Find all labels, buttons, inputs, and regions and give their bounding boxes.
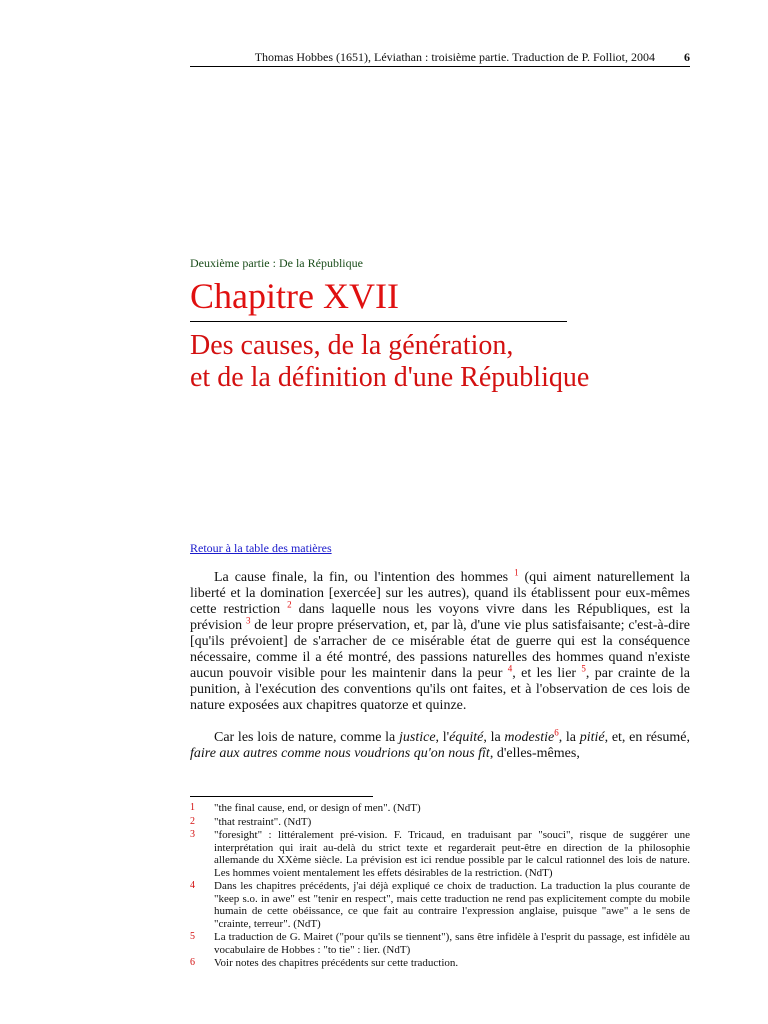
paragraph-1 — [190, 567, 691, 714]
text-run: , par crainte de la punition, à l'exécution des conventions qu'ils ont faites, et à l'observation de ces lois de nature exposées aux chapitres quatorze et quinze. — [190, 666, 690, 713]
italic-term: modestie — [504, 730, 555, 745]
italic-phrase: faire aux autres comme nous voudrions qu'on nous fît — [190, 746, 490, 761]
text-run: , et, en résumé, — [604, 730, 690, 745]
text-run: , la — [483, 730, 505, 745]
footnote-text: Dans les chapitres précédents, j'ai déjà expliqué ce choix de traduction. La traduction la plus courante de "keep s.o. in awe" est "tenir en respect", mais cette traduction ne rend pas explicitement compte du mobile humain de cette obéissance, ce que fait au contraire l'expression anglaise, puisque "awe" a le sens de "crainte, terreur". (NdT) — [214, 880, 690, 930]
subtitle-line-1: Des causes, de la génération, — [190, 330, 514, 361]
footnote-separator — [190, 796, 373, 797]
footnote-ref-5[interactable]: 5 — [581, 663, 586, 674]
footnote-text: "foresight" : littéralement pré-vision. F. Tricaud, en traduisant par "souci", risque de suggérer une interprétation qui irait au-delà du strict texte et regarderait peut-être en direction de la philosophie allemande du XXème siècle. La prévision est ici rendue possible par le calcul rationnel des lois de nature. Les hommes voient mentalement les effets désirables de la restriction. (NdT) — [214, 829, 690, 879]
footnote — [190, 816, 690, 829]
text-run: (qui aiment naturellement la liberté et la domination [exercée] sur les autres), quand ils établissent pour eux-mêmes cette restriction — [190, 570, 691, 617]
footnote-number: 6 — [190, 957, 195, 968]
text-run: Car les lois de nature, comme la — [214, 730, 399, 745]
footnote-text: Voir notes des chapitres précédents sur cette traduction. — [214, 957, 459, 969]
running-title: Thomas Hobbes (1651), Léviathan : troisième partie. Traduction de P. Folliot, 2004 — [254, 50, 655, 64]
text-run: , l' — [435, 730, 450, 745]
footnote-number: 3 — [190, 829, 195, 840]
footnote-ref-1[interactable]: 1 — [514, 567, 519, 578]
footnote — [190, 829, 690, 879]
footnote-ref-6[interactable]: 6 — [554, 727, 559, 738]
text-run: , d'elles-mêmes, — [489, 746, 580, 761]
footnote-number: 5 — [190, 931, 195, 942]
footnote — [190, 957, 690, 970]
text-run: La cause finale, la fin, ou l'intention des hommes — [214, 570, 515, 585]
italic-term: justice — [399, 730, 436, 745]
part-label: Deuxième partie : De la République — [190, 256, 363, 270]
chapter-title: Chapitre XVII — [190, 275, 567, 322]
footnote-text: "that restraint". (NdT) — [214, 815, 312, 828]
chapter-subtitle — [190, 330, 589, 394]
footnote — [190, 802, 690, 815]
italic-term: équité — [449, 730, 484, 745]
table-of-contents-link[interactable]: Retour à la table des matières — [190, 541, 332, 555]
footnote — [190, 880, 690, 930]
running-header — [190, 48, 690, 67]
footnote-ref-2[interactable]: 2 — [287, 599, 292, 610]
italic-term: pitié — [579, 730, 605, 745]
text-run: de leur propre préservation, et, par là, d'une vie plus satisfaisante; c'est-à-dire [qu'ils prévoient] de s'arracher de ce misérable état de guerre qui est la conséquence nécessaire, comme il a été montré, des passions naturelles des hommes quand n'existe aucun pouvoir visible pour les maintenir dans la peur — [190, 618, 690, 681]
footnote-text: La traduction de G. Mairet ("pour qu'ils se tiennent"), sans être infidèle à l'esprit du passage, est infidèle au vocabulaire de Hobbes : "to tie" : lier. (NdT) — [214, 931, 690, 956]
text-run: dans laquelle nous les voyons vivre dans les Républiques, est la prévision — [190, 602, 690, 633]
footnote-number: 1 — [190, 802, 195, 813]
footnote-number: 2 — [190, 815, 195, 827]
footnotes — [190, 802, 690, 971]
footnote-ref-4[interactable]: 4 — [507, 663, 513, 674]
subtitle-line-2: et de la définition d'une République — [190, 362, 590, 393]
text-run: , la — [558, 730, 580, 745]
footnote-text: "the final cause, end, or design of men". (NdT) — [214, 802, 421, 814]
footnote — [190, 931, 690, 956]
footnote-number: 4 — [190, 880, 195, 891]
footnote-ref-3[interactable]: 3 — [245, 615, 251, 626]
text-run: , et les lier — [512, 666, 582, 681]
body-text — [190, 567, 691, 778]
page-number: 6 — [684, 50, 690, 64]
paragraph-2 — [190, 727, 690, 762]
